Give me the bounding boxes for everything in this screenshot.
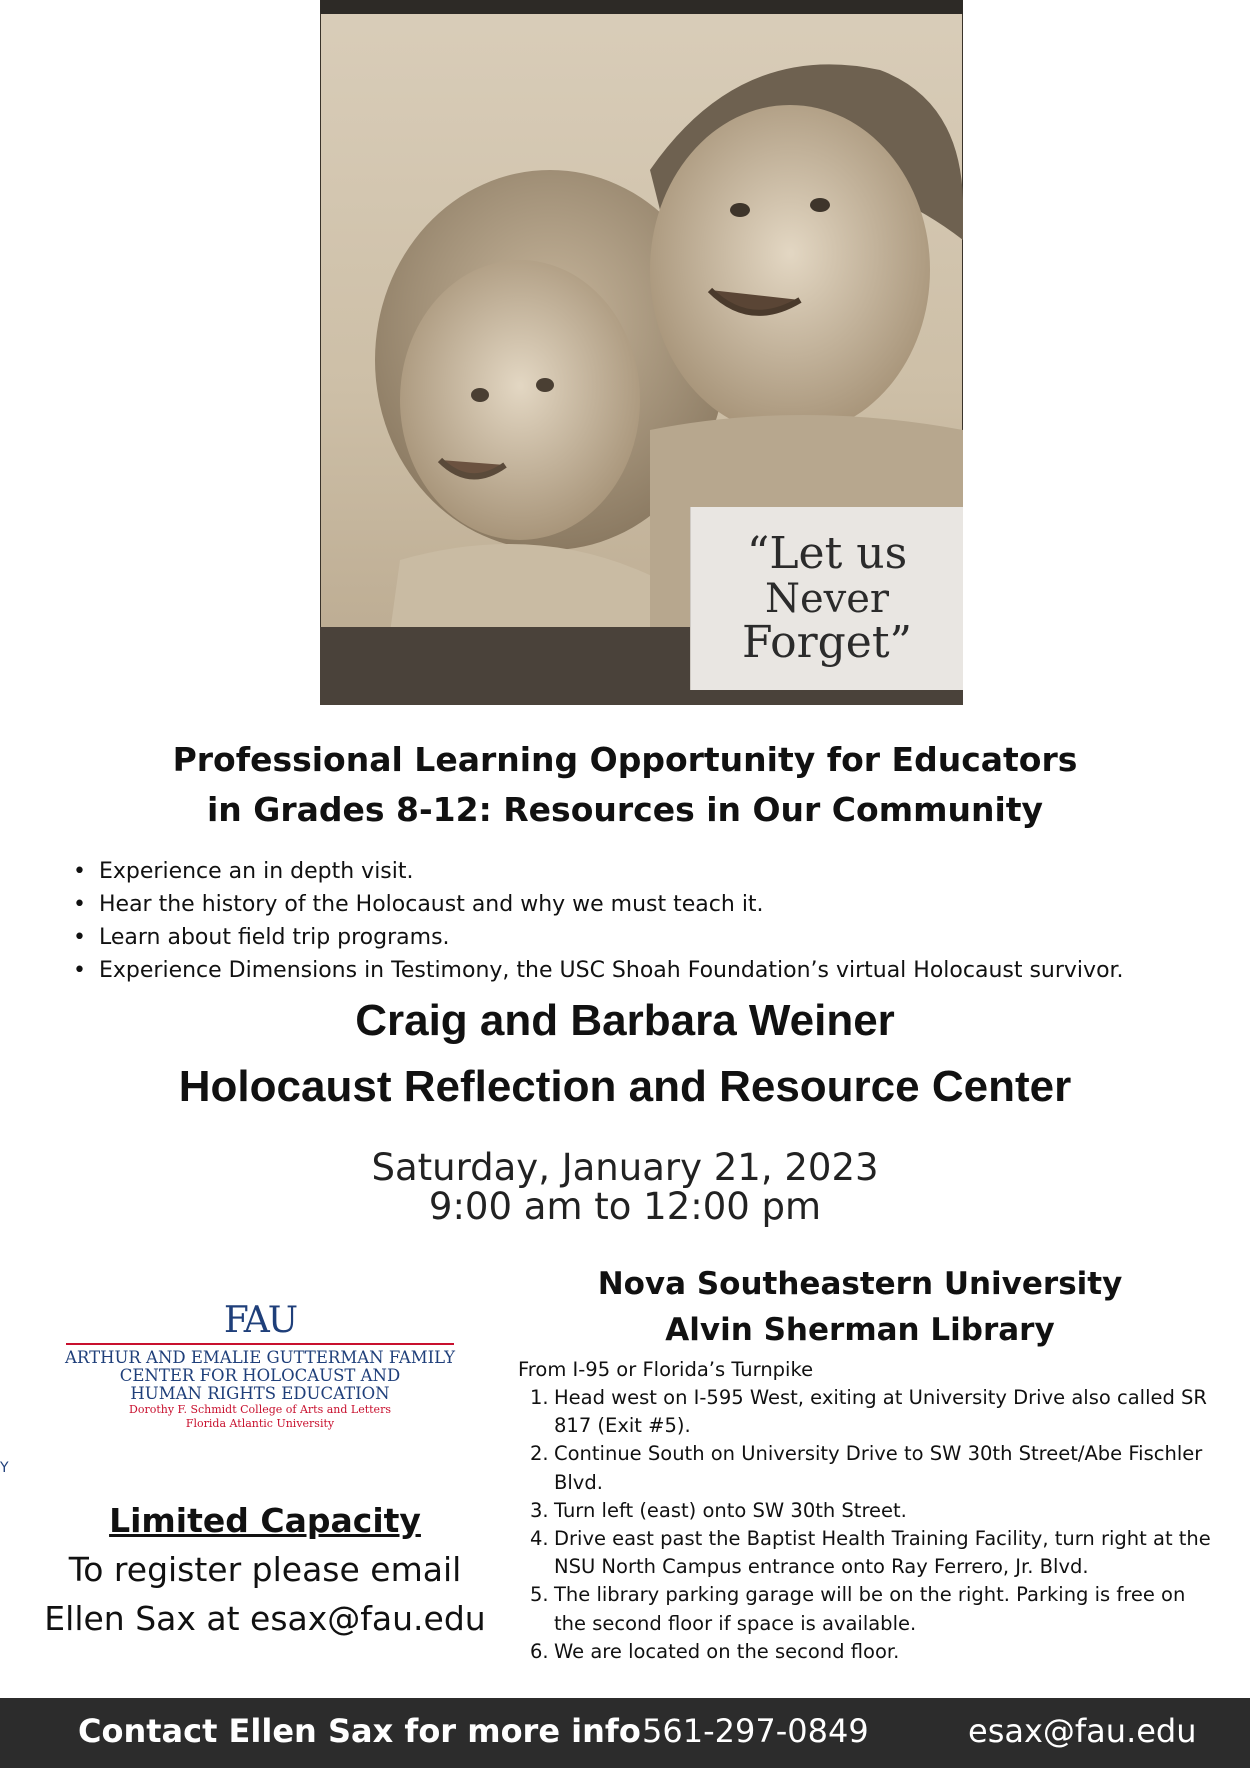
venue-name: Nova Southeastern University: [597, 1266, 1123, 1302]
list-item: • Learn about field trip programs.: [70, 921, 1220, 954]
contact-email[interactable]: esax@fau.edu: [968, 1712, 1197, 1750]
event-time: 9:00 am to 12:00 pm: [428, 1185, 822, 1228]
event-date: Saturday, January 21, 2023: [371, 1146, 879, 1189]
cropped-logo-fragment: Y: [0, 1460, 9, 1476]
step-text: The library parking garage will be on the right. Parking is free on the second floor if space is available.: [554, 1583, 1186, 1635]
headline-line-2: in Grades 8-12: Resources in Our Community: [206, 790, 1044, 829]
fau-center-logo: [60, 1300, 460, 1431]
girl-face: [400, 260, 640, 540]
logo-line-1: ARTHUR AND EMALIE GUTTERMAN FAMILY: [65, 1348, 455, 1367]
step-number: 6.: [530, 1639, 549, 1663]
quote-line-2: Never: [764, 575, 890, 622]
logo-line-5: Florida Atlantic University: [185, 1417, 335, 1430]
list-item: [530, 1581, 1215, 1637]
center-name-line-1: Craig and Barbara Weiner: [355, 996, 895, 1045]
list-item: [530, 1384, 1215, 1440]
venue-building: Alvin Sherman Library: [665, 1312, 1055, 1348]
hero-photo: [320, 0, 963, 705]
contact-phone[interactable]: 561-297-0849: [642, 1712, 869, 1750]
step-number: 5.: [530, 1583, 549, 1607]
logo-line-4: Dorothy F. Schmidt College of Arts and Letters: [129, 1403, 391, 1416]
contact-footer: [0, 1698, 1250, 1768]
quote-line-1: “Let us: [746, 528, 908, 580]
register-line-2: Ellen Sax at esax@fau.edu: [44, 1599, 486, 1638]
step-text: Continue South on University Drive to SW 30th Street/Abe Fischler Blvd.: [554, 1442, 1203, 1494]
step-number: 4.: [530, 1527, 549, 1551]
step-number: 1.: [530, 1386, 549, 1409]
headline-line-1: Professional Learning Opportunity for Educators: [172, 740, 1078, 779]
registration-block: [20, 1497, 510, 1643]
list-item: • Experience Dimensions in Testimony, the USC Shoah Foundation’s virtual Holocaust survivor.: [70, 954, 1220, 987]
logo-line-3: HUMAN RIGHTS EDUCATION: [130, 1384, 390, 1403]
list-item: [530, 1440, 1215, 1496]
step-number: 2.: [530, 1442, 549, 1466]
step-text: Turn left (east) onto SW 30th Street.: [554, 1498, 907, 1522]
list-item: [530, 1525, 1215, 1581]
logo-rule: [66, 1343, 454, 1345]
logo-line-2: CENTER FOR HOLOCAUST AND: [119, 1366, 401, 1385]
fau-wordmark: FAU: [223, 1300, 297, 1341]
quote-card: [691, 507, 963, 690]
boy-face: [650, 105, 930, 435]
list-item: [530, 1497, 1215, 1525]
contact-label: Contact Ellen Sax for more info: [78, 1712, 641, 1750]
list-item: • Hear the history of the Holocaust and why we must teach it.: [70, 888, 1220, 921]
step-text: Head west on I-595 West, exiting at University Drive also called SR 817 (Exit #5).: [554, 1386, 1207, 1438]
list-item: • Experience an in depth visit.: [70, 855, 1220, 888]
benefits-list: [70, 855, 1220, 987]
step-text: Drive east past the Baptist Health Training Facility, turn right at the NSU North Campus entrance onto Ray Ferrero, Jr. Blvd.: [554, 1527, 1211, 1579]
center-name-line-2: Holocaust Reflection and Resource Center: [178, 1062, 1072, 1111]
directions-list: [530, 1384, 1215, 1666]
step-number: 3.: [530, 1498, 549, 1522]
directions-intro: From I-95 or Florida’s Turnpike: [518, 1358, 814, 1381]
capacity-notice: Limited Capacity: [109, 1501, 421, 1540]
quote-line-3: Forget”: [741, 616, 913, 668]
register-line-1: To register please email: [68, 1550, 462, 1589]
step-text: We are located on the second floor.: [554, 1639, 900, 1663]
list-item: [530, 1638, 1215, 1666]
